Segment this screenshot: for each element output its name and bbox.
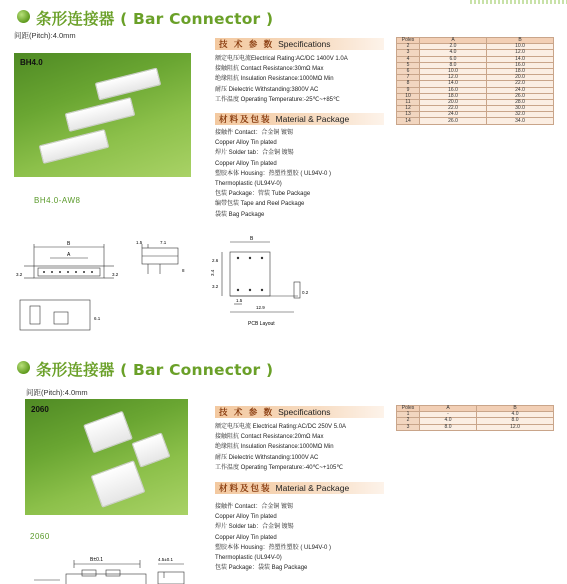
column-header: B [487,38,554,44]
table-cell: 14.0 [420,81,487,87]
column-header: Poles [397,38,420,44]
table-cell: 20.0 [487,75,554,81]
table-row [397,424,554,430]
specifications-header [215,406,384,418]
material-list [215,502,331,573]
table-cell: 22.0 [487,81,554,87]
table-cell: 4.0 [477,412,554,418]
table-cell: 3 [397,50,420,56]
table-cell: 12.0 [477,424,554,430]
material-line: 袋装 Bag Package [215,211,265,218]
dim-label: 6.1 [94,316,101,321]
table-cell: 10 [397,93,420,99]
header-cn: 材料及包装 [219,483,272,493]
table-cell: 8.0 [420,62,487,68]
table-cell: 6 [397,68,420,74]
dim-label: 12.9 [256,305,265,310]
dim-label: 3.2 [112,272,119,277]
technical-drawing-side [130,236,190,284]
table-cell: 26.0 [420,118,487,124]
table-cell: 16.0 [487,62,554,68]
technical-drawing-top [14,294,104,342]
poles-table [396,405,554,431]
pcb-layout-caption: PCB Layout [248,321,275,327]
dim-label: B [67,241,71,247]
model-caption: 2060 [30,532,50,541]
table-cell: 1 [397,412,420,418]
top-stripe-decoration [470,0,567,4]
dim-label: 1.5 [236,298,243,303]
table-cell: 12.0 [420,75,487,81]
material-line: 塑胶本体 Housing：热塑性塑胶 ( UL94V-0 ) [215,170,332,177]
table-cell: 4.0 [420,418,477,424]
section-bullet-icon [17,10,30,23]
dim-label: B±0.1 [90,557,104,563]
header-cn: 材料及包装 [219,114,272,124]
connector-part [91,460,146,508]
spec-line: 额定电压电流 Electrical Rating:AC/DC 250V 5.0A [215,424,347,430]
section-title: 条形连接器 ( Bar Connector ) [36,361,274,379]
material-line: 焊片 Solder tab：合金铜 镀锡 [215,524,294,531]
material-line: Copper Alloy Tin plated [215,534,277,541]
material-line: Copper Alloy Tin plated [215,140,277,147]
model-caption: BH4.0-AW8 [34,196,81,205]
table-cell: 5 [397,62,420,68]
connector-part [132,432,171,467]
spec-line: 接触阻抗 Contact Resistance:20mΩ Max [215,434,324,441]
table-cell: 8.0 [477,418,554,424]
table-cell: 4 [397,56,420,62]
spec-line: 工作温度 Operating Temperature:-40℃~+105℃ [215,464,344,471]
header-cn: 技 术 参 数 [219,39,275,49]
material-line: 接触件 Contact：合金铜 镀锡 [215,130,294,136]
table-cell: 20.0 [420,99,487,105]
dim-label: 7.1 [160,240,167,245]
dim-label: 0.2 [302,290,309,295]
photo-label: 2060 [31,405,49,414]
material-line: Thermoplastic (UL94V-0) [215,555,282,562]
dim-label: A [67,252,71,258]
table-cell: 24.0 [487,87,554,93]
photo-label: BH4.0 [20,58,43,67]
spec-line: 工作温度 Operating Temperature:-25℃~+85℃ [215,96,340,103]
table-cell: 3 [397,424,420,430]
table-cell: 8 [397,81,420,87]
material-line: Copper Alloy Tin plated [215,160,277,167]
dim-label: 3.2 [212,284,219,289]
spec-line: 额定电压电流Electrical Rating:AC/DC 1400V 1.0A [215,56,348,62]
table-cell: 30.0 [487,106,554,112]
header-en: Specifications [278,39,331,49]
material-line: Copper Alloy Tin plated [215,514,277,521]
section-bullet-icon [17,361,30,374]
specifications-header [215,38,384,50]
table-cell: - [420,412,477,418]
pitch-label: 间距(Pitch):4.0mm [14,31,76,40]
poles-table [396,37,554,125]
table-cell: 26.0 [487,93,554,99]
table-cell: 14 [397,118,420,124]
table-cell: 11 [397,99,420,105]
product-photo [14,53,191,177]
material-list [215,128,331,220]
dim-label: 8 [182,268,185,273]
dim-label: 1.5 [136,240,143,245]
table-cell: 12.0 [487,50,554,56]
connector-part [65,97,136,132]
dim-label: 4.5±0.1 [158,557,173,562]
table-cell: 7 [397,75,420,81]
table-cell: 34.0 [487,118,554,124]
dim-label: 2.6 [212,258,219,263]
table-cell: 8.0 [420,424,477,430]
table-cell: 4.0 [420,50,487,56]
technical-drawing-front [14,236,124,288]
table-cell: 12 [397,106,420,112]
dim-label: 3.4 [210,269,215,276]
connector-part [95,68,161,101]
header-en: Material & Package [275,483,350,493]
table-cell: 2 [397,44,420,50]
dim-label: 3.2 [16,272,23,277]
table-cell: 2.0 [420,44,487,50]
table-cell: 2 [397,418,420,424]
column-header: B [477,406,554,412]
table-cell: 10.0 [420,68,487,74]
material-line: Thermoplastic (UL94V-0) [215,181,282,188]
material-header [215,482,384,494]
spec-line: 绝缘阻抗 Insulation Resistance:1000MΩ Min [215,444,334,451]
product-photo [25,399,188,515]
table-cell: 28.0 [487,99,554,105]
section-title: 条形连接器 ( Bar Connector ) [36,10,274,28]
spec-line: 耐压 Dielectric Withstanding:3800V AC [215,86,319,93]
spec-list [215,422,346,473]
material-line: 编带包装 Tape and Reel Package [215,201,305,208]
column-header: Poles [397,406,420,412]
table-cell: 24.0 [420,112,487,118]
connector-part [39,129,110,164]
material-header [215,113,384,125]
header-en: Specifications [278,407,331,417]
table-cell: 13 [397,112,420,118]
table-cell: 9 [397,87,420,93]
table-cell: 14.0 [487,56,554,62]
dim-label: B [250,236,254,242]
table-row [397,118,554,124]
column-header: A [420,406,477,412]
column-header: A [420,38,487,44]
spec-line: 接触阻抗 Contact Resistance:30mΩ Max [215,66,324,73]
material-line: 焊片 Solder tab：合金铜 镀锡 [215,150,294,157]
spec-list [215,54,348,105]
technical-drawing-side [150,550,190,584]
spec-line: 耐压 Dielectric Withstanding:1000V AC [215,454,319,461]
table-cell: 6.0 [420,56,487,62]
spec-line: 绝缘阻抗 Insulation Resistance:1000MΩ Min [215,76,334,83]
table-cell: 10.0 [487,44,554,50]
header-cn: 技 术 参 数 [219,407,275,417]
header-en: Material & Package [275,114,350,124]
material-line: 包装 Package：袋装 Bag Package [215,565,308,572]
table-cell: 18.0 [487,68,554,74]
connector-part [83,411,133,454]
table-cell: 16.0 [420,87,487,93]
pcb-layout-drawing [208,232,318,330]
table-cell: 18.0 [420,93,487,99]
material-line: 塑胶本体 Housing：热塑性塑胶 ( UL94V-0 ) [215,544,332,551]
table-cell: 32.0 [487,112,554,118]
pitch-label: 间距(Pitch):4.0mm [26,388,88,397]
material-line: 包装 Package：管装 Tube Package [215,191,311,198]
technical-drawing-front [30,550,150,584]
table-cell: 22.0 [420,106,487,112]
material-line: 接触件 Contact：合金铜 镀锡 [215,504,294,510]
